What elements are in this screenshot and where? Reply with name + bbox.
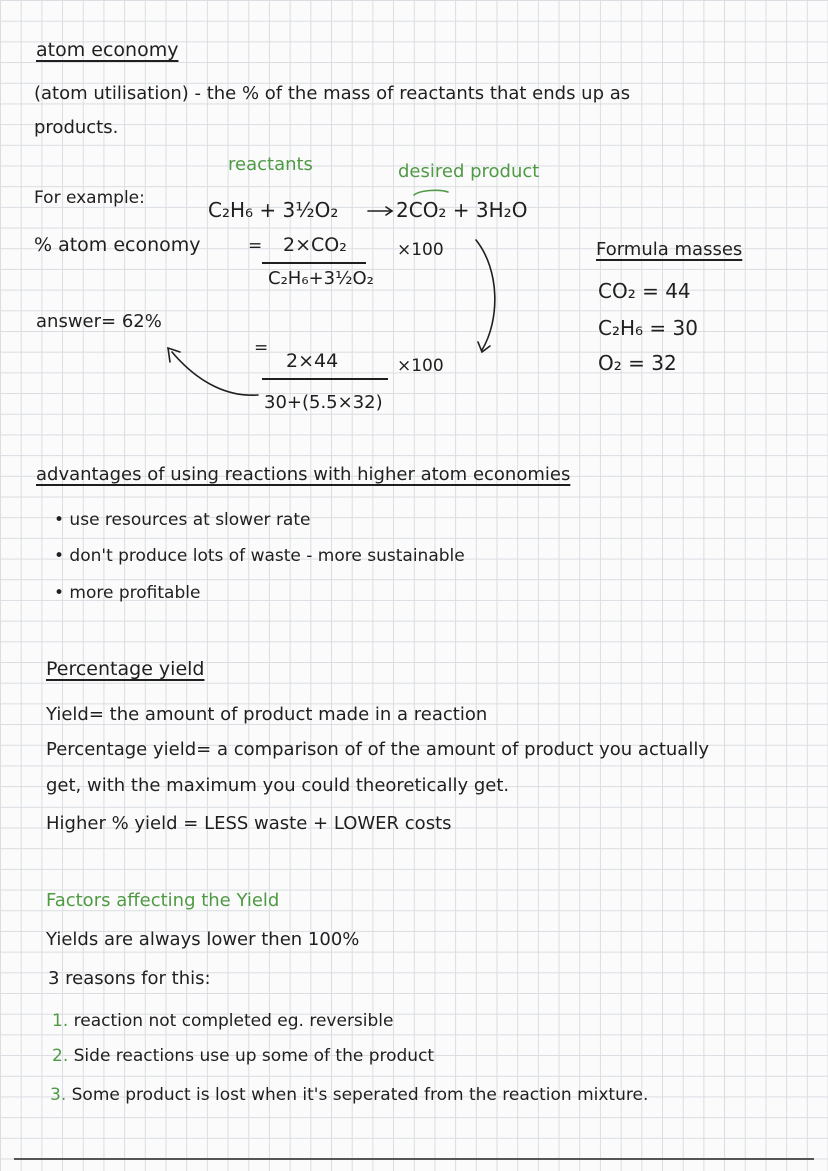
factors-line-1: Yields are always lower then 100% [46,929,360,950]
formula-mass-c2h6: C₂H₆ = 30 [598,316,698,340]
advantage-item: • more profitable [54,583,201,603]
yield-definition: Yield= the amount of product made in a reaction [46,704,488,725]
higher-yield-note: Higher % yield = LESS waste + LOWER costs [46,813,452,834]
equals-sign-1: = [248,236,263,256]
answer: answer= 62% [36,311,162,332]
atom-economy-label: % atom economy [34,234,201,256]
factor-text: Some product is lost when it's seperated from the reaction mixture. [71,1085,649,1105]
fraction-1-denominator: C₂H₆+3½O₂ [268,268,374,289]
equals-sign-2: = [254,338,269,358]
formula-mass-o2: O₂ = 32 [598,351,677,375]
percentage-yield-definition-1: Percentage yield= a comparison of of the amount of product you actually [46,739,709,760]
advantage-item: • don't produce lots of waste - more sustainable [54,546,465,566]
factor-item-2 [52,1048,434,1065]
factor-item-3 [50,1087,648,1104]
advantages-title: advantages of using reactions with higher atom economies [36,464,571,485]
formula-mass-co2: CO₂ = 44 [598,279,691,303]
formula-masses-title: Formula masses [596,239,743,260]
times-100-1: ×100 [397,240,444,260]
factors-title: Factors affecting the Yield [46,890,280,911]
atom-economy-definition-1: (atom utilisation) - the % of the mass of reactants that ends up as [34,83,631,104]
product-brace [414,190,448,195]
equation-reactants: C₂H₆ + 3½O₂ [208,198,339,222]
factor-number: 1. [52,1011,69,1031]
fraction-2-denominator: 30+(5.5×32) [264,392,383,413]
factor-item-1 [52,1013,394,1030]
page-bottom-rule [14,1158,814,1160]
example-intro: For example: [34,188,145,208]
equation-products: 2CO₂ + 3H₂O [396,198,528,222]
fraction-2-numerator: 2×44 [286,350,339,372]
factor-number: 2. [52,1046,69,1066]
desired-product-label: desired product [398,161,540,182]
factors-line-2: 3 reasons for this: [48,968,211,989]
curved-arrow-left [172,352,258,395]
reactants-label: reactants [228,154,313,175]
curved-arrow-right [476,240,495,350]
advantage-item: • use resources at slower rate [54,510,311,530]
factor-text: Side reactions use up some of the product [73,1046,435,1066]
factor-text: reaction not completed eg. reversible [73,1011,394,1031]
times-100-2: ×100 [397,356,444,376]
factor-number: 3. [50,1085,67,1105]
atom-economy-title: atom economy [36,39,179,61]
fraction-1-numerator: 2×CO₂ [283,234,347,256]
percentage-yield-definition-2: get, with the maximum you could theoretically get. [46,775,510,796]
atom-economy-definition-2: products. [34,117,119,138]
percentage-yield-title: Percentage yield [46,658,205,680]
